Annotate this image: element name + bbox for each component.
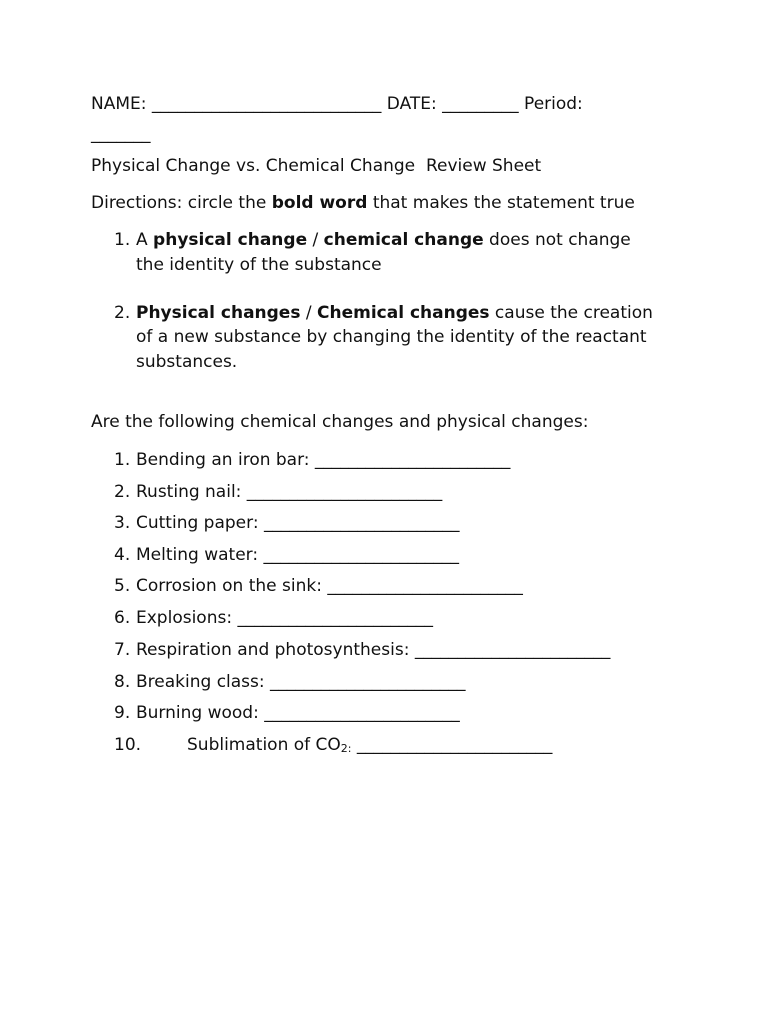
item-6-number: 6. [114,608,131,628]
item-9-number: 9. [114,703,131,723]
statement-1-line2: the identity of the substance [136,255,382,275]
statement-1-option-a: physical change [153,230,308,250]
item-7-number: 7. [114,640,131,660]
statement-1-pre: A [136,230,154,250]
statement-1 [136,228,631,252]
directions-prefix: Directions: circle the [91,193,272,213]
item-10-number: 10. [114,735,142,755]
statement-1-sep: / [307,230,324,250]
statement-2-line3: substances. [136,352,238,372]
page-title: Physical Change vs. Chemical Change Review Sheet [91,156,542,176]
item-2-text: Rusting nail: _______________________ [136,482,443,502]
item-9-text: Burning wood: _______________________ [136,703,460,723]
item-4-number: 4. [114,545,131,565]
item-10-text [187,733,552,761]
item-3-number: 3. [114,513,131,533]
item-4-text: Melting water: _______________________ [136,545,459,565]
item-7-text: Respiration and photosynthesis: _______________________ [136,640,611,660]
item-1-number: 1. [114,450,131,470]
statement-2-number: 2. [114,303,131,323]
question-prompt: Are the following chemical changes and physical changes: [91,412,589,432]
item-10-blank: _______________________ [351,735,553,755]
statement-2 [136,301,653,325]
item-8-text: Breaking class: _______________________ [136,672,466,692]
item-10-subscript: 2: [340,742,352,755]
item-5-number: 5. [114,576,131,596]
item-5-text: Corrosion on the sink: _______________________ [136,576,523,596]
directions-suffix: that makes the statement true [367,193,635,213]
item-10-label: Sublimation of CO [187,735,341,755]
item-8-number: 8. [114,672,131,692]
statement-2-option-a: Physical changes [136,303,301,323]
statement-1-number: 1. [114,230,131,250]
directions [91,191,635,215]
period-blank: _______ [91,124,151,144]
directions-bold-word: bold word [271,193,368,213]
statement-2-line2: of a new substance by changing the identity of the reactant [136,327,647,347]
statement-1-post: does not change [483,230,631,250]
name-date-period-line: NAME: ___________________________ DATE: _________ Period: [91,94,583,114]
statement-2-post: cause the creation [489,303,653,323]
statement-2-option-b: Chemical changes [317,303,490,323]
item-3-text: Cutting paper: _______________________ [136,513,460,533]
item-6-text: Explosions: _______________________ [136,608,433,628]
statement-1-option-b: chemical change [323,230,484,250]
item-2-number: 2. [114,482,131,502]
statement-2-sep: / [300,303,318,323]
item-1-text: Bending an iron bar: _______________________ [136,450,511,470]
